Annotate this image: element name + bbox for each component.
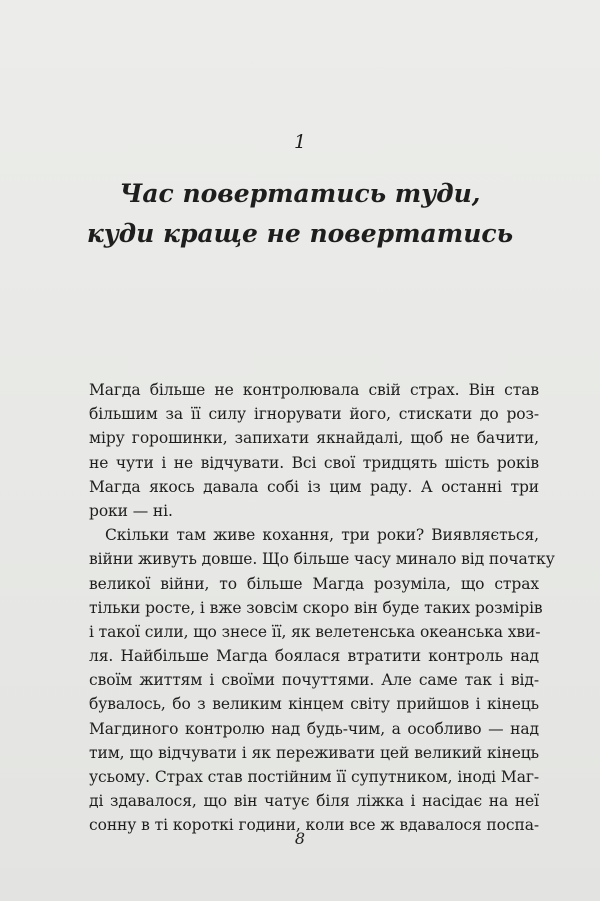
text-line: війни живуть довше. Що більше часу минало від початку	[89, 550, 555, 569]
chapter-title-line: Час повертатись туди,	[119, 179, 481, 208]
text-line: Скільки там живе кохання, три роки? Виявляється,	[105, 526, 539, 545]
text-line: Магда більше не контролювала свій страх. Він став	[89, 381, 539, 399]
text-line: більшим за її силу ігнорувати його, стискати до роз-	[89, 405, 539, 424]
text-line: ді здавалося, що він чатує біля ліжка і насідає на неї	[89, 792, 539, 811]
text-line: роки — ні.	[89, 501, 173, 520]
page-number: 8	[294, 829, 306, 848]
text-line: своїм життям і своїми почуттями. Але саме так і від-	[89, 671, 539, 690]
text-line: бувалось, бо з великим кінцем світу прийшов і кінець	[89, 695, 539, 714]
text-line: тим, що відчувати і як переживати цей великий кінець	[89, 743, 539, 762]
text-line: ля. Найбільше Магда боялася втратити контроль над	[89, 647, 539, 666]
text-line: і такої сили, що знесе її, як велетенська океанська хви-	[89, 622, 541, 641]
text-line: Магда якось давала собі із цим раду. А останні три	[89, 477, 539, 496]
text-line: великої війни, то більше Магда розуміла, що страх	[89, 574, 539, 593]
text-line: усьому. Страх став постійним її супутником, іноді Маг-	[89, 768, 539, 786]
chapter-title-line: куди краще не повертатись	[86, 219, 514, 248]
chapter-title	[0, 174, 600, 254]
text-line: не чути і не відчувати. Всі свої тридцять шість років	[89, 453, 539, 472]
text-line: Магдиного контролю над будь-чим, а особливо — над	[89, 719, 539, 738]
text-line: тільки росте, і вже зовсім скоро він буде таких розмірів	[89, 598, 543, 617]
text-line: сонну в ті короткі години, коли все ж вдавалося поспа-	[89, 816, 539, 835]
chapter-body-text	[89, 378, 555, 838]
chapter-number: 1	[293, 131, 307, 153]
text-line: міру горошинки, запихати якнайдалі, щоб не бачити,	[89, 429, 539, 448]
